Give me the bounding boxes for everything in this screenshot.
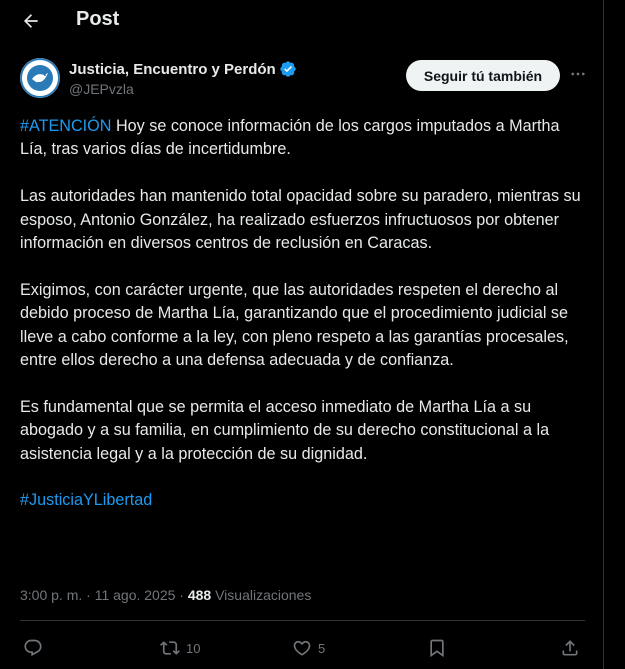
post-paragraph-2: Las autoridades han mantenido total opacidad sobre su paradero, mientras su esposo, Antonio González, ha realizado esfuerzos infructuosos por obtener información en diversos centros de reclusión en Caracas. (20, 187, 581, 253)
reply-button[interactable] (23, 632, 49, 664)
repost-count: 10 (186, 640, 201, 656)
avatar[interactable] (20, 58, 60, 98)
page-title: Post (76, 8, 120, 30)
more-options-button[interactable] (566, 62, 590, 86)
hashtag-link-end[interactable]: #JusticiaYLibertad (20, 491, 153, 510)
post-paragraph-5 (20, 489, 585, 512)
more-horizontal-icon (569, 65, 587, 83)
repost-icon (160, 638, 180, 658)
post-timestamp[interactable]: 3:00 p. m. · 11 ago. 2025 · (20, 587, 188, 603)
like-count: 5 (318, 640, 326, 656)
author-name[interactable]: Justicia, Encuentro y Perdón (69, 60, 276, 78)
like-button[interactable] (292, 632, 325, 664)
repost-button[interactable] (160, 632, 200, 664)
top-bar (0, 0, 603, 42)
follow-button[interactable]: Seguir tú también (406, 60, 560, 91)
share-icon (560, 638, 580, 658)
bookmark-icon (427, 638, 447, 658)
share-button[interactable] (560, 632, 580, 664)
verified-badge-icon (279, 60, 297, 78)
hashtag-link[interactable]: #ATENCIÓN (20, 117, 112, 135)
author-name-row (69, 60, 297, 78)
post-meta (20, 587, 311, 603)
post-text: Hoy se conoce información de los cargos imputados a Martha Lía, tras varios días de incertidumbre. (20, 117, 560, 159)
post-paragraph-4: Es fundamental que se permita el acceso inmediato de Martha Lía a su abogado y a su familia, en cumplimiento de su derecho constitucional a la asistencia legal y a la protección de su dignidad. (20, 397, 550, 463)
action-bar (20, 632, 585, 664)
views-count: 488 (187, 587, 212, 603)
back-button[interactable] (14, 4, 48, 38)
post-paragraph-3: Exigimos, con carácter urgente, que las autoridades respeten el derecho al debido proceso de Martha Lía, garantizando que el procedimiento judicial se lleve a cabo conforme a la ley, con pleno respeto a las garantías procesales, entre ellos derecho a una defensa adecuada y de confianza. (20, 280, 569, 370)
reply-icon (23, 638, 43, 658)
heart-icon (292, 638, 312, 658)
arrow-left-icon (21, 11, 41, 31)
organization-logo-icon (20, 58, 60, 98)
divider (20, 620, 585, 621)
author-handle[interactable]: @JEPvzla (69, 81, 134, 97)
post-body (20, 115, 585, 536)
bookmark-button[interactable] (427, 632, 447, 664)
views-label: Visualizaciones (211, 587, 312, 603)
post-paragraph-1 (20, 115, 585, 162)
